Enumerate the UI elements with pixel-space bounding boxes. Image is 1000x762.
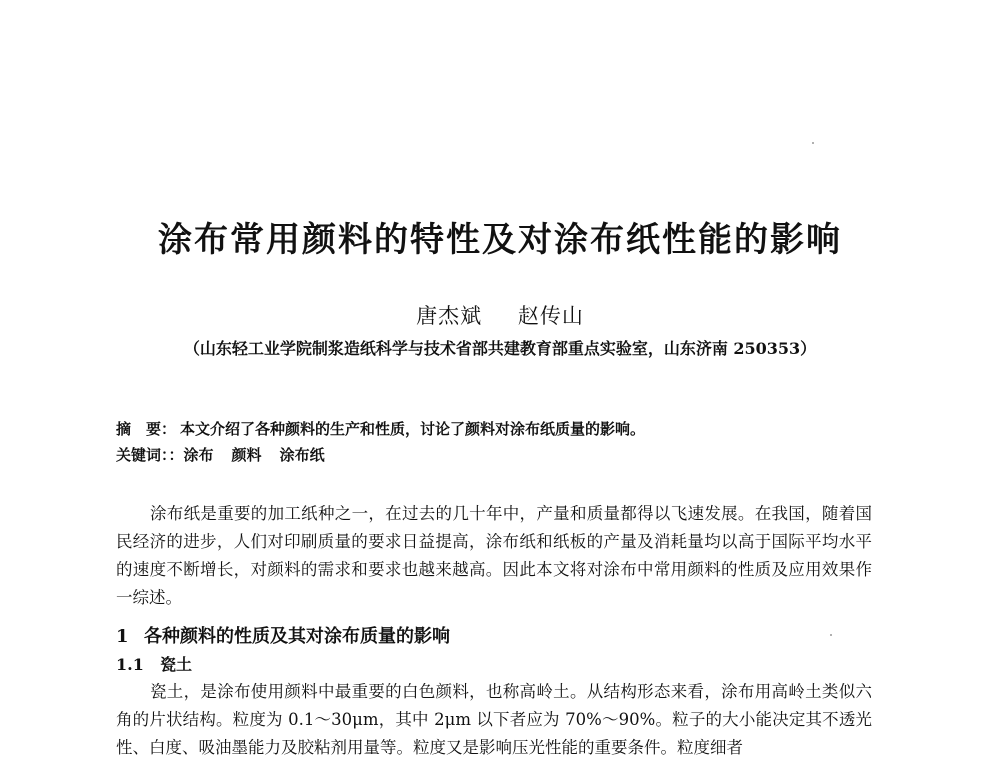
intro-paragraph: 涂布纸是重要的加工纸种之一，在过去的几十年中，产量和质量都得以飞速发展。在我国，随着国民经济的进步，人们对印刷质量的要求日益提高，涂布纸和纸板的产量及消耗量均以高于国际平均水平的速度不断增长，对颜料的需求和要求也越来越高。因此本文将对涂布中常用颜料的性质及应用效果作一综述。 xyxy=(116,504,872,607)
author-name: 赵传山 xyxy=(517,304,584,328)
subsection-number: 1.1 xyxy=(116,655,144,674)
abstract xyxy=(116,418,645,439)
keyword: 涂布纸 xyxy=(279,446,325,464)
section-heading xyxy=(116,622,450,648)
author-name: 唐杰斌 xyxy=(416,304,483,328)
keywords-label: 关键词： xyxy=(116,446,169,464)
subsection-heading xyxy=(116,652,192,675)
scan-speck xyxy=(812,142,814,144)
affiliation: （山东轻工业学院制浆造纸科学与技术省部共建教育部重点实验室，山东济南 250353） xyxy=(183,339,817,358)
paper-title: 涂布常用颜料的特性及对涂布纸性能的影响 xyxy=(158,220,842,260)
keywords-prefix: ： xyxy=(168,446,184,464)
section-number: 1 xyxy=(116,626,129,647)
body-paragraph: 瓷土，是涂布使用颜料中最重要的白色颜料，也称高岭土。从结构形态来看，涂布用高岭土类似六角的片状结构。粒度为 0.1～30μm，其中 2μm 以下者应为 70%～90%。粒子的大小能决定其不透光性、白度、吸油墨能力及胶粘剂用量等。粒度又是影响压光性能的重要条件。粒度细者 xyxy=(116,682,872,757)
keywords xyxy=(116,444,343,465)
abstract-label: 摘 要： xyxy=(116,420,177,438)
subsection-title: 瓷土 xyxy=(160,655,193,674)
author-list xyxy=(0,300,1000,330)
scan-speck xyxy=(830,634,832,636)
abstract-text: 本文介绍了各种颜料的生产和性质，讨论了颜料对涂布纸质量的影响。 xyxy=(180,420,646,438)
section-title: 各种颜料的性质及其对涂布质量的影响 xyxy=(144,626,450,647)
keyword: 涂布 xyxy=(183,446,214,464)
keyword: 颜料 xyxy=(231,446,262,464)
